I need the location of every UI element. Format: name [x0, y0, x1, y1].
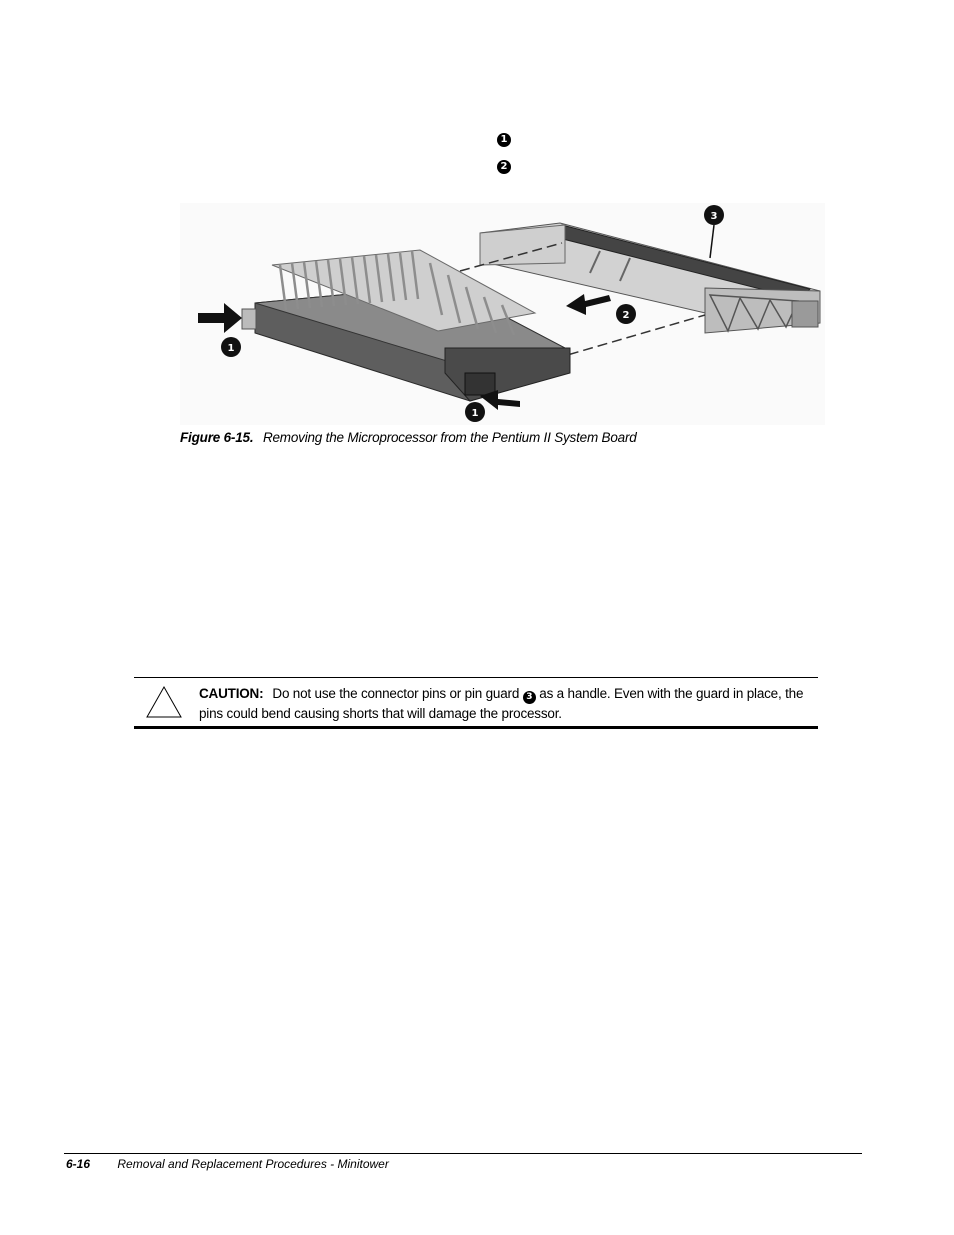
figure-callout-1-bottom [465, 402, 485, 422]
figure-caption [180, 430, 637, 445]
svg-text:1: 1 [471, 408, 479, 419]
footer-title: Removal and Replacement Procedures - Minitower [117, 1157, 389, 1171]
caution-label: CAUTION: [199, 686, 264, 701]
svg-text:2: 2 [622, 310, 630, 321]
page-number: 6-16 [66, 1157, 91, 1171]
svg-text:1: 1 [227, 343, 235, 354]
figure-callout-2 [616, 304, 636, 324]
svg-text:3: 3 [710, 211, 718, 222]
caution-text-after: as a handle. Even with the guard in place, the pins could bend causing shorts that will damage the processor. [199, 686, 804, 721]
figure-callout-3 [704, 205, 724, 225]
caution-triangle-icon [145, 685, 183, 719]
callout-marker-1: 1 [497, 133, 511, 147]
figure-caption-text: Removing the Microprocessor from the Pentium II System Board [262, 430, 637, 445]
figure-caption-label: Figure 6-15. [180, 430, 254, 445]
caution-callout-3: 3 [523, 691, 536, 704]
footer-rule [64, 1153, 862, 1154]
page-footer [66, 1157, 389, 1171]
caution-text [199, 684, 811, 724]
figure-callout-1-left [221, 337, 241, 357]
figure-illustration [180, 203, 825, 425]
processor-removal-drawing [180, 203, 825, 425]
caution-notice [134, 677, 818, 729]
callout-marker-2: 2 [497, 160, 511, 174]
caution-text-before: Do not use the connector pins or pin guard [272, 686, 523, 701]
